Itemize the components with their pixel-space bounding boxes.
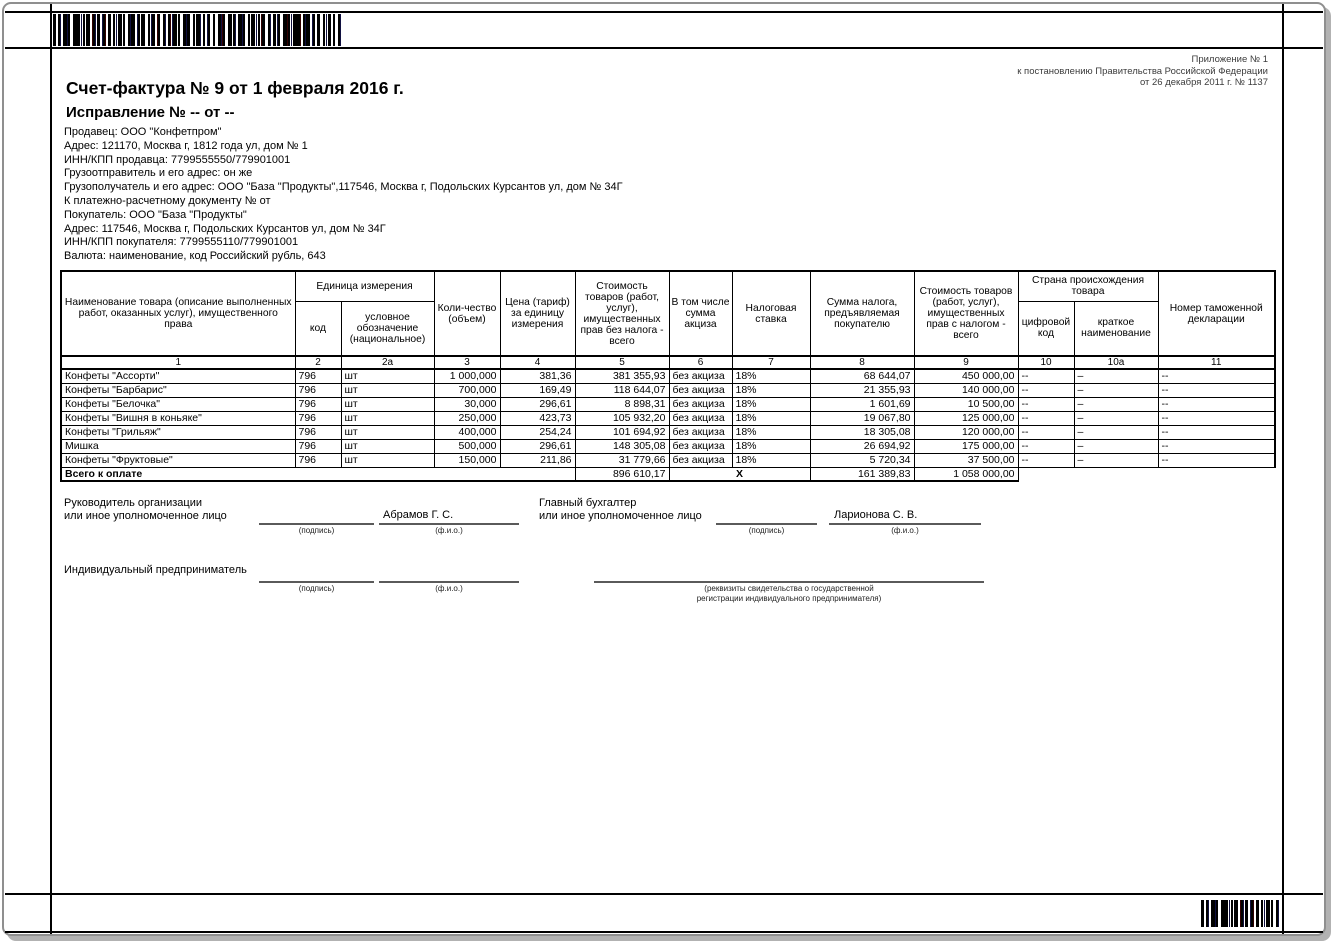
certificate-caption-line2: регистрации индивидуального предпринимателя) [696,593,882,603]
table-cell: 1 601,69 [810,397,914,411]
table-cell: без акциза [669,425,732,439]
table-cell: без акциза [669,411,732,425]
name-caption: (ф.и.о.) [435,526,463,535]
table-cell: -- [1018,439,1074,453]
invoice-title: Счет-фактура № 9 от 1 февраля 2016 г. [66,78,404,98]
table-cell: -- [1158,439,1275,453]
col-header-quantity: Коли-чество (объем) [434,271,500,356]
col-header-customs-decl: Номер таможенной декларации [1158,271,1275,356]
invoice-page [2,2,1326,936]
entrepreneur-label: Индивидуальный предприниматель [64,564,247,576]
table-cell: 19 067,80 [810,411,914,425]
table-cell: шт [341,397,434,411]
table-cell: 18% [732,383,810,397]
requisite-line: ИНН/КПП продавца: 7799555550/779901001 [64,153,291,166]
goods-table-wrapper [60,270,1276,482]
table-cell: без акциза [669,439,732,453]
entrepreneur-name-line [379,581,519,583]
total-label: Всего к оплате [61,467,575,481]
certificate-caption-line1: (реквизиты свидетельства о государственной [704,584,874,593]
table-cell: -- [1158,411,1275,425]
name-caption: (ф.и.о.) [891,526,919,535]
table-cell: 140 000,00 [914,383,1018,397]
col-header-country-group: Страна происхождения товара [1018,271,1158,301]
table-cell: 31 779,66 [575,453,669,467]
appendix-line: к постановлению Правительства Российской Федерации [1017,65,1268,77]
table-cell: -- [1158,453,1275,467]
col-num: 11 [1158,356,1275,369]
sign-caption: (подпись) [298,584,335,593]
accountant-sign-line [716,523,817,525]
appendix-line: Приложение № 1 [1191,54,1268,65]
frame-line-top-1 [5,11,1323,13]
table-row [61,439,1275,453]
accountant-name-line [829,523,981,525]
table-cell: 400,000 [434,425,500,439]
col-header-name: Наименование товара (описание выполненных работ, оказанных услуг), имущественного права [61,271,295,356]
total-tax-sum: 161 389,83 [810,467,914,481]
requisite-line: Продавец: ООО "Конфетпром" [64,126,222,138]
table-cell: шт [341,453,434,467]
col-header-country-code: цифровой код [1018,301,1074,356]
accountant-label-line1: Главный бухгалтер [539,497,637,509]
table-cell: 18 305,08 [810,425,914,439]
frame-line-bottom-2 [5,931,1323,933]
table-cell: 8 898,31 [575,397,669,411]
table-cell: 796 [295,453,341,467]
requisite-line: Адрес: 117546, Москва г, Подольских Курсантов ул, дом № 34Г [64,222,386,235]
table-cell: 120 000,00 [914,425,1018,439]
table-cell: 796 [295,439,341,453]
col-header-cost-with-tax: Стоимость товаров (работ, услуг), имущественных прав с налогом - всего [914,271,1018,356]
table-row [61,411,1275,425]
table-cell: 18% [732,397,810,411]
table-cell: Конфеты "Белочка" [61,397,295,411]
table-cell: шт [341,383,434,397]
requisite-line: Покупатель: ООО "База "Продукты" [64,208,247,221]
col-header-price: Цена (тариф) за единицу измерения [500,271,575,356]
requisite-line: Грузополучатель и его адрес: ООО "База "Продукты",117546, Москва г, Подольских Курсантов ул, дом № 34Г [64,181,623,194]
frame-line-top-2 [5,47,1323,49]
appendix-line: от 26 декабря 2011 г. № 1137 [1139,77,1268,88]
table-cell: 169,49 [500,383,575,397]
requisite-line: ИНН/КПП покупателя: 7799555110/779901001 [64,236,299,249]
table-row [61,453,1275,467]
requisite-line: Адрес: 121170, Москва г, 1812 года ул, дом № 1 [64,139,308,152]
col-num: 1 [61,356,295,369]
table-cell: 18% [732,411,810,425]
frame-line-right [1282,4,1284,934]
col-num: 5 [575,356,669,369]
table-cell: Конфеты "Барбарис" [61,383,295,397]
table-cell: 254,24 [500,425,575,439]
col-num: 8 [810,356,914,369]
director-label-line1: Руководитель организации [64,497,203,509]
table-cell: – [1074,369,1158,383]
col-header-tax-sum: Сумма налога, предъявляемая покупателю [810,271,914,356]
table-cell: Конфеты "Грильяж" [61,425,295,439]
table-cell: 796 [295,411,341,425]
table-cell: – [1074,439,1158,453]
goods-table [60,270,1276,482]
accountant-label-line2: или иное уполномоченное лицо [539,510,702,522]
table-cell: -- [1018,383,1074,397]
table-cell: -- [1158,369,1275,383]
col-header-unit-symbol: условное обозначение (национальное) [341,301,434,356]
table-cell: 68 644,07 [810,369,914,383]
table-cell: без акциза [669,383,732,397]
goods-table-body [61,369,1275,467]
table-cell: -- [1158,383,1275,397]
col-num: 7 [732,356,810,369]
table-cell: Конфеты "Вишня в коньяке" [61,411,295,425]
table-cell: шт [341,425,434,439]
table-cell: – [1074,383,1158,397]
table-cell: Конфеты "Фруктовые" [61,453,295,467]
table-cell: 26 694,92 [810,439,914,453]
table-cell: 423,73 [500,411,575,425]
col-num: 2а [341,356,434,369]
table-row [61,397,1275,411]
col-num: 10 [1018,356,1074,369]
table-cell: -- [1018,453,1074,467]
requisite-line: Валюта: наименование, код Российский рубль, 643 [64,250,326,263]
table-cell: шт [341,369,434,383]
table-cell: -- [1018,425,1074,439]
table-cell: 296,61 [500,439,575,453]
table-cell: 250,000 [434,411,500,425]
table-row [61,383,1275,397]
table-cell: 148 305,08 [575,439,669,453]
col-header-cost-no-tax: Стоимость товаров (работ, услуг), имущественных прав без налога - всего [575,271,669,356]
col-header-tax-rate: Налоговая ставка [732,271,810,356]
table-cell: 175 000,00 [914,439,1018,453]
table-cell: без акциза [669,453,732,467]
col-num: 9 [914,356,1018,369]
total-cost-with-tax: 1 058 000,00 [914,467,1018,481]
table-cell: 18% [732,425,810,439]
table-cell: без акциза [669,369,732,383]
frame-line-left [50,4,52,934]
table-cell: 10 500,00 [914,397,1018,411]
director-name-line [379,523,519,525]
table-cell: 18% [732,369,810,383]
director-sign-line [259,523,374,525]
table-cell: -- [1018,411,1074,425]
table-cell: 21 355,93 [810,383,914,397]
table-cell: – [1074,411,1158,425]
table-cell: 18% [732,439,810,453]
table-cell: Мишка [61,439,295,453]
table-cell: 796 [295,369,341,383]
invoice-correction-subtitle: Исправление № -- от -- [66,104,235,121]
goods-table-header [61,271,1275,369]
col-num: 3 [434,356,500,369]
table-row [61,369,1275,383]
col-header-excise: В том числе сумма акциза [669,271,732,356]
table-cell: – [1074,425,1158,439]
table-cell: 211,86 [500,453,575,467]
table-cell: 796 [295,383,341,397]
appendix-note [1017,54,1268,89]
table-cell: шт [341,439,434,453]
director-label-line2: или иное уполномоченное лицо [64,510,227,522]
entrepreneur-certificate-caption [594,584,984,603]
table-cell: – [1074,397,1158,411]
table-cell: 105 932,20 [575,411,669,425]
col-num: 6 [669,356,732,369]
table-cell: 1 000,000 [434,369,500,383]
table-cell: без акциза [669,397,732,411]
accountant-label [539,497,702,523]
requisite-line: Грузоотправитель и его адрес: он же [64,167,253,180]
total-x-mark: X [669,467,810,481]
director-label [64,497,227,523]
table-cell: 18% [732,453,810,467]
entrepreneur-certificate-line [594,581,984,583]
barcode-top [53,14,341,46]
table-cell: -- [1018,369,1074,383]
total-empty-area [1018,467,1275,481]
sign-caption: (подпись) [298,526,335,535]
table-cell: -- [1018,397,1074,411]
col-header-country-name: краткое наименование [1074,301,1158,356]
table-cell: 500,000 [434,439,500,453]
table-cell: Конфеты "Ассорти" [61,369,295,383]
barcode-bottom [1201,900,1279,927]
total-cost-no-tax: 896 610,17 [575,467,669,481]
sign-caption: (подпись) [748,526,785,535]
director-name: Абрамов Г. С. [383,509,454,521]
col-num: 10а [1074,356,1158,369]
table-cell: 296,61 [500,397,575,411]
entrepreneur-sign-line [259,581,374,583]
table-cell: 101 694,92 [575,425,669,439]
table-row [61,425,1275,439]
table-cell: -- [1158,425,1275,439]
col-header-unit-code: код [295,301,341,356]
table-cell: 30,000 [434,397,500,411]
col-num: 4 [500,356,575,369]
table-cell: 5 720,34 [810,453,914,467]
column-numbers-row [61,356,1275,369]
col-header-unit-group: Единица измерения [295,271,434,301]
col-num: 2 [295,356,341,369]
table-cell: – [1074,453,1158,467]
table-cell: 381,36 [500,369,575,383]
table-cell: 37 500,00 [914,453,1018,467]
table-cell: 125 000,00 [914,411,1018,425]
table-cell: -- [1158,397,1275,411]
invoice-requisites [64,126,623,264]
table-cell: 796 [295,425,341,439]
table-cell: 118 644,07 [575,383,669,397]
table-cell: 700,000 [434,383,500,397]
name-caption: (ф.и.о.) [435,584,463,593]
frame-line-bottom-1 [5,893,1323,895]
table-cell: 450 000,00 [914,369,1018,383]
table-cell: шт [341,411,434,425]
table-cell: 381 355,93 [575,369,669,383]
table-cell: 796 [295,397,341,411]
total-row [61,467,1275,481]
requisite-line: К платежно-расчетному документу № от [64,194,271,207]
table-cell: 150,000 [434,453,500,467]
accountant-name: Ларионова С. В. [834,509,918,521]
